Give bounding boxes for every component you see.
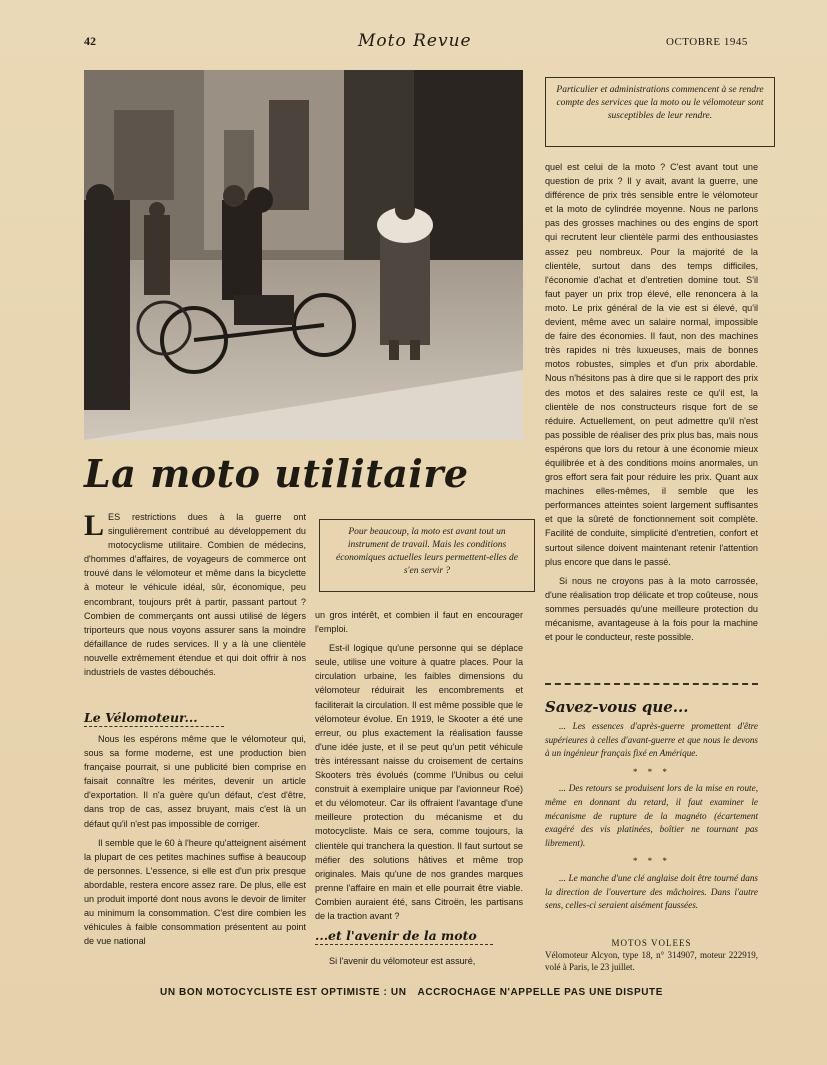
column-2-end — [315, 954, 523, 973]
intro-paragraph: ES restrictions dues à la guerre ont singulièrement contribué au développement du motocyclisme utilitaire. Combien de médecins, d'hommes d'affaires, de voyageurs de commerce ont trouvé dans le vélomoteur et même dans la bicyclette à moteur le véhicule idéal, sûr, économique, peu encombrant, toujours prêt à partir, passant partout ? Combien de commerçants ont aussi utilisé de légers triporteurs que nous voyons assurer sans la moindre défaillance de rudes services. Il y a là une clientèle nouvelle extrêmement étendue et qui doit offrir à nos industriels de vastes débouchés. — [84, 512, 306, 678]
fact-item: ... Les essences d'après-guerre promettent d'être supérieures à celles d'avant-guerre et que nous le devons à un ingénieur français fixé en Amérique. — [545, 721, 758, 759]
drop-cap: L — [84, 509, 105, 542]
magazine-title: Moto Revue — [358, 31, 472, 51]
footer-slogan — [160, 987, 671, 998]
intro-box-note: Particulier et administrations commencent à se rendre compte des services que la moto ou le vélomoteur sont susceptibles de leur rendre. — [545, 77, 775, 147]
paragraph: Si l'avenir du vélomoteur est assuré, — [329, 956, 476, 966]
savez-vous-heading: Savez-vous que... — [545, 698, 689, 716]
paragraph: quel est celui de la moto ? C'est avant tout une question de prix ? Il y avait, avant la guerre, une différence de prix très sensible entre le vélomoteur et la moto de cylindrée moyenne. Nous ne parlons pas des grosses machines ou des engins de sport qui recrutent leur clientèle parmi des enthousiastes assez peu nombreux. Pour la majorité de la clientèle, surtout dans des temps difficiles, l'économie d'achat et d'entretien domine tout. S'il faut payer un prix trop élevé, elle renoncera à la moto. Le prix général de la vie est si élevé, qu'il devient, même avec un salaire normal, impossible de faire des économies. Il faut, non des machines très rapides ni très luxueuses, mais de bonnes motos robustes, simples et d'un prix abordable. Nous n'hésitons pas à dire que si le rapport des prix des motos et des salaires reste ce qu'il est, la clientèle de nos constructeurs risque fort de se réduire. Actuellement, on peut admettre qu'il n'est pas possible de réaliser des prix plus bas, mais nous espérons que lors du retour à une économie mieux équilibrée et à des conditions moins anormales, un gros effort sera fait pour réduire les prix. Quant aux machines elles-mêmes, il semble que les performances atteintes soient largement suffisantes et que la sûreté de fonctionnement soit complète. Facilité de conduite, simplicité d'entretien, confort et surtout silence doivent maintenant retenir l'attention plus encore que dans le passé. — [545, 162, 758, 567]
street-photograph — [84, 70, 523, 440]
column-2-body — [315, 608, 523, 928]
issue-date: OCTOBRE 1945 — [666, 36, 748, 48]
article-title: La moto utilitaire — [84, 451, 469, 496]
paragraph: Nous les espérons même que le vélomoteur qui, sous sa forme moderne, est une production bien française pourrait, si une publicité bien comprise en faisait connaître les mérites, devenir un article d'exportation. Il n'a guère qu'un défaut, c'est d'être, dans trop de cas, assez bruyant, mais c'est là un défaut qu'il n'est pas impossible de corriger. — [84, 734, 306, 829]
paragraph: Est-il logique qu'une personne qui se déplace seule, utilise une voiture à quatre places. Pour la circulation urbaine, les faibles dimensions du vélomoteur réduirait les encombrements et faciliterait la circulation. Il est même possible que le vélomoteur évolue. En 1919, le Skooter a été une erreur, ou plus exactement la réalisation fausse d'une idée juste, et il se peut qu'un petit véhicule très intéressant naisse du croisement de certains Skooters très évolués (comme l'Unibus ou celui construit à exemplaire unique par l'avionneur Roé) et du vélomoteur. Car ils offraient l'avantage d'une meilleure protection du mécanisme et du motocycliste. Mais ce sera, comme toujours, la clientèle qui tranchera la question. Il faut surtout se méfier des solutions hâtives et même trop originales. Mais qu'une de nos grandes marques prenne l'affaire en main et elle pourrait être viable. Combien auraient été, sans Citroën, les partisans de la traction avant ? — [315, 643, 523, 921]
separator-stars: * * * — [632, 856, 671, 867]
separator-stars: * * * — [632, 766, 671, 777]
paragraph: un gros intérêt, et combien il faut en encourager l'emploi. — [315, 610, 523, 635]
footer-right: ACCROCHAGE N'APPELLE PAS UNE DISPUTE — [417, 987, 664, 998]
column-1-body — [84, 732, 306, 953]
page-number: 42 — [84, 34, 96, 48]
subheading-velomoteur: Le Vélomoteur... — [84, 710, 198, 725]
column-3-body — [545, 160, 758, 649]
notice-heading: MOTOS VOLEES — [611, 938, 692, 948]
column-1-intro — [84, 510, 306, 684]
pull-quote-box: Pour beaucoup, la moto est avant tout un instrument de travail. Mais les conditions économiques actuelles leurs permettent-elles de s'en servir ? — [319, 519, 535, 592]
fact-item: ... Le manche d'une clé anglaise doit être tourné dans la direction de l'ouverture des mâchoires. Dans l'autre sens, celles-ci seraient aisément faussées. — [545, 872, 758, 911]
photo-illustration — [84, 70, 523, 440]
subheading-rule — [84, 726, 224, 727]
footer-left: UN BON MOTOCYCLISTE EST OPTIMISTE : UN — [160, 987, 407, 998]
stolen-motos-notice — [545, 937, 758, 973]
subheading-avenir-moto: ...et l'avenir de la moto — [315, 928, 477, 943]
section-divider — [545, 683, 758, 685]
notice-text: Vélomoteur Alcyon, type 18, n° 314907, moteur 222919, volé à Paris, le 23 juillet. — [545, 950, 758, 972]
paragraph: Si nous ne croyons pas à la moto carrossée, d'une réalisation trop délicate et trop coûteuse, nous sommes persuadés qu'une meilleure protection du mécanisme, avantageuse à la fois pour la machine et pour le conducteur, reste possible. — [545, 575, 758, 643]
subheading-rule — [315, 944, 493, 945]
paragraph: Il semble que le 60 à l'heure qu'atteignent aisément la plupart de ces petites machines suffise à beaucoup de personnes. L'essence, si elle est d'un prix presque abordable, restera encore assez rare. De plus, elle est un produit importé dont nous avons le devoir de limiter au minimum la consommation. C'est dire combien les véhicules à faible consommation présentent au point de vue national — [84, 837, 306, 947]
savez-vous-section — [545, 720, 758, 918]
fact-item: ... Des retours se produisent lors de la mise en route, même en donnant du retard, il faut examiner le mécanisme de rupture de la magnéto (écartement exagéré des vis platinées, boîtier ne tournant pas librement). — [545, 783, 758, 848]
